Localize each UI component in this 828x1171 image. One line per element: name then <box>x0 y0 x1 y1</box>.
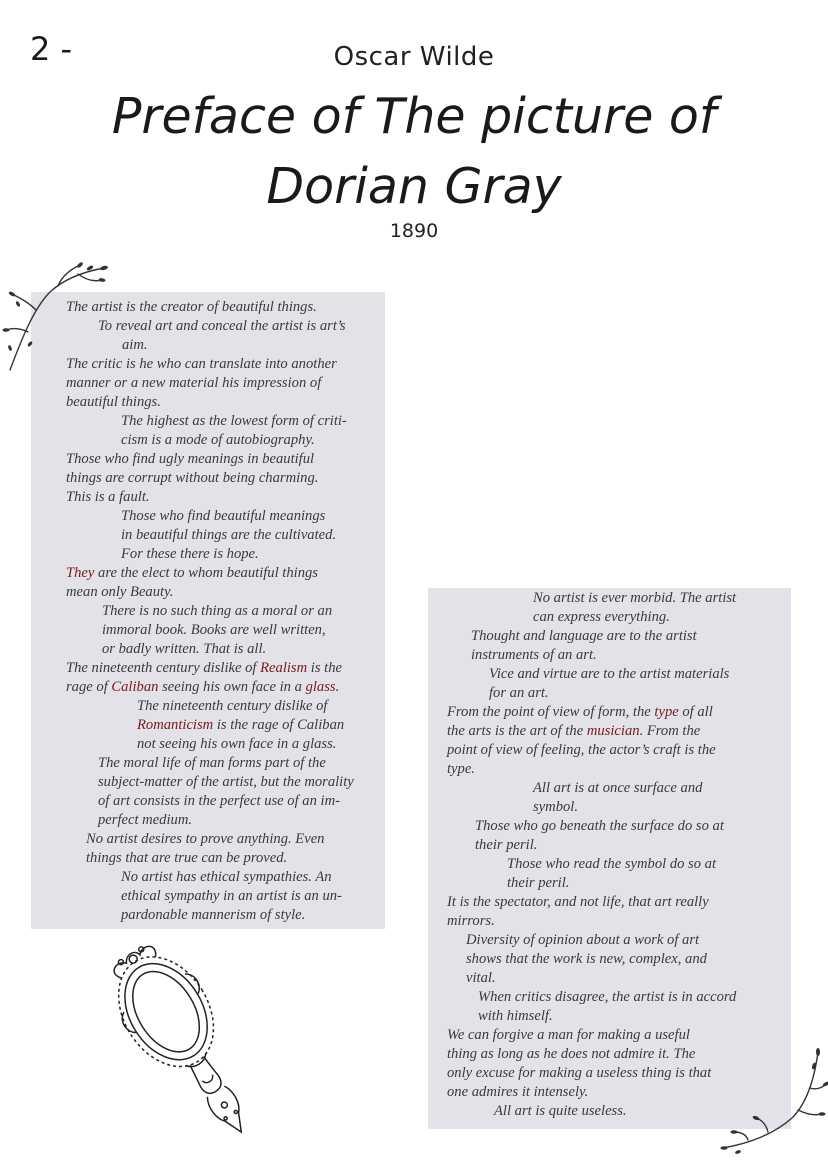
text-line <box>66 678 339 697</box>
text-line <box>121 507 325 526</box>
text-segment: All art is quite useless. <box>494 1103 627 1119</box>
text-line <box>447 703 713 722</box>
text-segment: No artist has ethical sympathies. An <box>121 869 332 885</box>
text-segment: can express everything. <box>533 609 670 625</box>
text-segment: Those who find beautiful meanings <box>121 508 326 524</box>
text-segment: mirrors. <box>447 913 495 929</box>
text-line <box>137 697 327 716</box>
text-segment: of art consists in the perfect use of an im- <box>98 793 340 809</box>
text-segment: All art is at once surface and <box>533 780 703 796</box>
text-segment: the arts is the art of the <box>447 723 587 739</box>
text-segment: symbol. <box>533 799 578 815</box>
text-line <box>489 684 549 703</box>
text-segment: The nineteenth century dislike of <box>66 660 261 676</box>
highlighted-word: musician <box>586 723 640 739</box>
text-line <box>447 893 709 912</box>
text-segment: No artist desires to prove anything. Even <box>86 831 325 847</box>
text-line <box>494 1102 627 1121</box>
text-segment: cism is a mode of autobiography. <box>121 432 315 448</box>
publication-year: 1890 <box>389 220 439 242</box>
text-segment: Those who find ugly meanings in beautiful <box>66 451 315 467</box>
text-segment: things are corrupt without being charming. <box>66 470 319 486</box>
text-line <box>447 1083 588 1102</box>
text-segment: This is a fault. <box>66 489 150 505</box>
text-segment: things that are true can be proved. <box>86 850 288 866</box>
text-line <box>475 836 537 855</box>
text-line <box>102 640 266 659</box>
text-line <box>102 621 326 640</box>
text-line <box>466 931 699 950</box>
author-name: Oscar Wilde <box>333 42 495 72</box>
text-line <box>66 488 150 507</box>
text-segment: We can forgive a man for making a useful <box>447 1027 690 1043</box>
text-segment: The nineteenth century dislike of <box>137 698 328 714</box>
title-line-2: Dorian Gray <box>266 158 562 215</box>
text-segment: immoral book. Books are well written, <box>102 622 326 638</box>
highlighted-word: They <box>66 565 95 581</box>
text-line <box>98 317 346 336</box>
text-line <box>466 950 707 969</box>
text-segment: with himself. <box>478 1008 553 1024</box>
text-line <box>121 906 305 925</box>
text-segment: It is the spectator, and not life, that art really <box>447 894 709 910</box>
text-line <box>507 874 569 893</box>
text-segment: From the point of view of form, the <box>447 704 655 720</box>
text-segment: The highest as the lowest form of criti- <box>121 413 347 429</box>
text-line <box>66 374 321 393</box>
text-segment: The artist is the creator of beautiful things. <box>66 299 317 315</box>
text-segment: in beautiful things are the cultivated. <box>121 527 337 543</box>
text-line <box>98 792 340 811</box>
text-segment: aim. <box>122 337 148 353</box>
text-line <box>478 1007 553 1026</box>
highlighted-word: Realism <box>260 660 308 676</box>
text-segment: are the elect to whom beautiful things <box>94 565 318 581</box>
text-segment: shows that the work is new, complex, and <box>466 951 707 967</box>
hand-mirror-icon <box>105 940 315 1165</box>
text-segment: For these there is hope. <box>121 546 259 562</box>
text-line <box>121 412 347 431</box>
text-segment: Vice and virtue are to the artist materials <box>489 666 730 682</box>
text-line <box>66 564 318 583</box>
text-line <box>507 855 716 874</box>
text-segment: . <box>335 679 340 695</box>
text-segment: The critic is he who can translate into another <box>66 356 337 372</box>
text-segment: instruments of an art. <box>471 647 597 663</box>
text-segment: vital. <box>466 970 496 986</box>
text-segment: is the rage of Caliban <box>213 717 345 733</box>
text-line <box>66 659 342 678</box>
text-line <box>121 526 336 545</box>
text-segment: ethical sympathy in an artist is an un- <box>121 888 342 904</box>
page-number: 2 - <box>30 30 73 68</box>
text-line <box>471 627 697 646</box>
text-segment: mean only Beauty. <box>66 584 174 600</box>
text-line <box>489 665 729 684</box>
text-segment: not seeing his own face in a glass. <box>137 736 337 752</box>
text-segment: subject-matter of the artist, but the morality <box>98 774 354 790</box>
text-line <box>447 741 716 760</box>
text-line <box>478 988 736 1007</box>
text-line <box>447 1026 690 1045</box>
highlighted-word: glass <box>305 679 336 695</box>
text-segment: thing as long as he does not admire it. The <box>447 1046 696 1062</box>
text-segment: Thought and language are to the artist <box>471 628 697 644</box>
text-segment: of all <box>678 704 713 720</box>
text-line <box>102 602 332 621</box>
text-segment: manner or a new material his impression of <box>66 375 322 391</box>
text-segment: perfect medium. <box>98 812 193 828</box>
title-line-1: Preface of The picture of <box>111 88 717 145</box>
text-line <box>86 830 324 849</box>
text-line <box>66 469 318 488</box>
text-segment: Those who read the symbol do so at <box>507 856 717 872</box>
highlighted-word: Caliban <box>111 679 159 695</box>
text-line <box>66 450 314 469</box>
text-line <box>121 868 332 887</box>
text-line <box>475 817 724 836</box>
text-line <box>466 969 496 988</box>
branch-corner-icon <box>718 1048 828 1158</box>
document-title <box>0 82 828 222</box>
text-line <box>137 716 344 735</box>
text-line <box>447 722 700 741</box>
highlighted-word: type <box>654 704 679 720</box>
text-line <box>447 1045 695 1064</box>
text-line <box>98 754 326 773</box>
text-segment: When critics disagree, the artist is in accord <box>478 989 737 1005</box>
text-segment: beautiful things. <box>66 394 161 410</box>
text-line <box>86 849 287 868</box>
text-line <box>66 583 173 602</box>
text-line <box>121 887 342 906</box>
text-segment: for an art. <box>489 685 549 701</box>
text-line <box>122 336 148 355</box>
text-segment: type. <box>447 761 475 777</box>
text-line <box>533 779 702 798</box>
text-line <box>121 545 259 564</box>
text-segment: The moral life of man forms part of the <box>98 755 326 771</box>
text-line <box>137 735 336 754</box>
text-line <box>533 798 578 817</box>
text-line <box>98 773 354 792</box>
text-segment: . From the <box>639 723 701 739</box>
text-segment: only excuse for making a useless thing is that <box>447 1065 712 1081</box>
text-line <box>471 646 597 665</box>
text-segment: their peril. <box>475 837 538 853</box>
text-segment: To reveal art and conceal the artist is art’s <box>98 318 346 334</box>
text-segment: pardonable mannerism of style. <box>121 907 306 923</box>
text-line <box>533 589 736 608</box>
text-line <box>447 912 495 931</box>
text-line <box>98 811 192 830</box>
text-segment: rage of <box>66 679 112 695</box>
text-segment: point of view of feeling, the actor’s craft is the <box>447 742 716 758</box>
text-segment: their peril. <box>507 875 570 891</box>
text-line <box>533 608 670 627</box>
branch-corner-icon <box>0 258 110 373</box>
text-segment: seeing his own face in a <box>158 679 306 695</box>
highlighted-word: Romanticism <box>137 717 214 733</box>
text-segment: Diversity of opinion about a work of art <box>466 932 700 948</box>
text-line <box>121 431 315 450</box>
text-line <box>447 1064 711 1083</box>
text-segment: Those who go beneath the surface do so at <box>475 818 724 834</box>
text-line <box>447 760 475 779</box>
text-segment: or badly written. That is all. <box>102 641 267 657</box>
text-segment: There is no such thing as a moral or an <box>102 603 333 619</box>
text-line <box>66 393 161 412</box>
text-segment: No artist is ever morbid. The artist <box>533 590 737 606</box>
text-segment: is the <box>307 660 343 676</box>
text-segment: one admires it intensely. <box>447 1084 589 1100</box>
